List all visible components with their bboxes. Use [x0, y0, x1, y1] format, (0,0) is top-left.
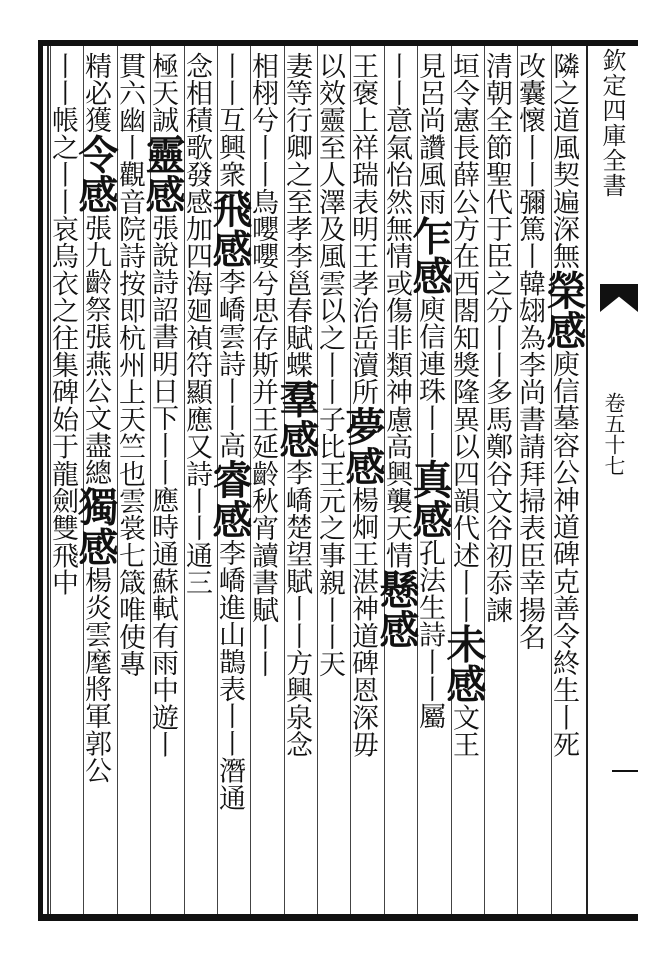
- column-text: 清朝全節聖代于臣之分丨丨多馬鄭谷文谷初忝諫: [481, 52, 512, 624]
- entry-heading: 懸感: [373, 568, 420, 650]
- text-column: [339, 52, 386, 912]
- column-text: 改囊懷丨丨彌篤: [514, 52, 545, 243]
- frame-top-border: [38, 40, 638, 46]
- column-text: 禎符顯應又詩丨丨通三: [181, 324, 212, 597]
- entry-heading: 真感: [406, 458, 453, 540]
- column-text: 念相積: [181, 52, 212, 134]
- column-text: 丨丨互興衆: [214, 52, 245, 188]
- entry-heading: 未感: [440, 623, 487, 704]
- column-text: 碑始于龍劍雙飛中: [47, 378, 78, 597]
- entry-heading: 令感: [72, 133, 119, 215]
- column-text: 楊炯王湛神道碑恩深毋: [347, 486, 378, 759]
- column-text: 丨丨意氣怡然: [381, 52, 412, 216]
- column-text: 楊炎雲麾將軍郭公: [80, 566, 111, 785]
- text-column: [47, 52, 82, 912]
- text-column: [406, 52, 453, 912]
- column-text: 李嶠雲詩丨丨高: [214, 268, 245, 459]
- column-text: 文王: [448, 703, 479, 759]
- column-text: 精必獲: [80, 52, 111, 134]
- entry-heading: 夢感: [339, 405, 386, 487]
- column-text: 丨丨: [47, 52, 78, 107]
- column-text: 孔法生詩丨丨: [414, 539, 445, 703]
- column-text: 貫六幽: [114, 52, 145, 134]
- column-text: 張九齡祭張燕公文盡總: [80, 214, 111, 487]
- entry-heading: 乍感: [406, 215, 453, 296]
- text-column: [373, 52, 420, 912]
- column-text: 神慮高興襲天情: [381, 378, 412, 569]
- text-column: [273, 52, 320, 912]
- entry-heading: 榮感: [540, 269, 587, 351]
- column-text: 隣之道風契遍深無: [548, 52, 579, 270]
- book-title: 欽定四庫全書: [598, 48, 626, 198]
- column-text: 見呂尚讚風雨: [414, 52, 445, 216]
- text-column: [114, 52, 149, 912]
- volume-label: 卷五十七: [602, 392, 626, 476]
- text-column: [247, 52, 282, 912]
- text-column: [139, 52, 186, 912]
- column-text: 丨觀音院詩按即杭州上天竺也雲裳七箴唯使專: [114, 133, 145, 678]
- entry-heading: 羣感: [273, 378, 320, 459]
- text-column: [314, 52, 349, 912]
- column-text: 帳之丨丨哀烏衣之往集: [47, 106, 78, 379]
- entry-heading: 獨感: [72, 486, 119, 567]
- column-text: 庾信墓容公神道碑克善令終生丨死: [548, 350, 579, 759]
- column-text: 屬: [414, 702, 445, 730]
- margin-divider: [586, 46, 588, 914]
- margin-rule-mark: [612, 770, 638, 772]
- text-column: [181, 52, 216, 912]
- column-text: 垣令憲長薛公方在西閤知獎隆異以四韻代述丨丨: [448, 52, 479, 624]
- frame-bottom-border: [38, 914, 638, 921]
- column-text: 以效靈至人澤及風雲以之丨丨子比王元之事親丨丨天: [314, 52, 345, 678]
- column-text: 歌發感加四海廻: [181, 133, 212, 325]
- text-column: [440, 52, 487, 912]
- text-column: [72, 52, 119, 912]
- text-column: [514, 52, 549, 912]
- column-text: 妻等行卿之至孝李邕春賦蝶: [281, 52, 312, 379]
- entry-heading: 靈感: [139, 133, 186, 215]
- fish-tail-mark: [600, 284, 638, 312]
- column-text: 極天誠: [147, 52, 178, 134]
- column-text: 張說詩詔書明日下丨丨應時通蘇軾有雨中遊丨: [147, 214, 178, 759]
- column-text: 王褒上祥瑞表明王孝治岳瀆所: [347, 52, 378, 406]
- text-column: [540, 52, 587, 912]
- column-text: 庾信連珠丨丨: [414, 295, 445, 459]
- entry-heading: 飛感: [206, 188, 253, 269]
- column-text: 相栩兮丨丨鳥嚶嚶兮思存: [247, 52, 278, 352]
- text-column: [206, 52, 253, 912]
- text-column: [481, 52, 516, 912]
- column-text: 無情或傷非類: [381, 215, 412, 379]
- column-text: 李嶠進山鵲表丨丨潛通: [214, 539, 245, 812]
- column-text: 丨韓翃為李尚書請拜掃表臣幸揚名: [514, 242, 545, 651]
- column-text: 斯并王延齡秋宵讀書賦丨丨: [247, 351, 278, 678]
- entry-heading: 睿感: [206, 458, 253, 540]
- column-text: 李嶠楚望賦丨丨方興泉念: [281, 458, 312, 759]
